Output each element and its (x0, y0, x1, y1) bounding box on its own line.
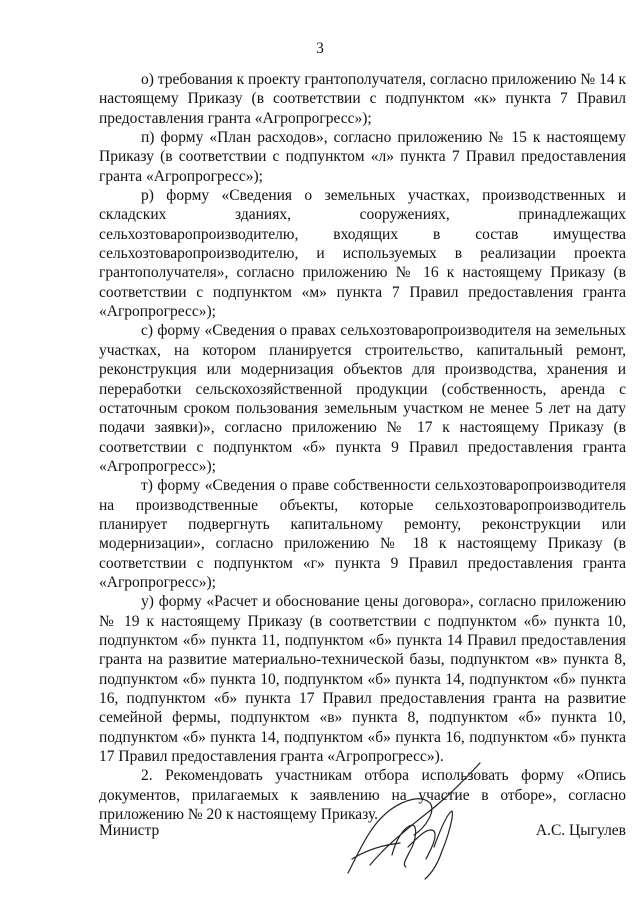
paragraph-r: р) форму «Сведения о земельных участках, производственных и складских зданиях, сооружениях, принадлежащих сельхозтоваропроизводителю, входящих в состав имущества сельхозтоваропроизводителю, и используемых в реализации проекта грантополучателя», согласно приложению № 16 к настоящему Приказу (в соответствии с подпунктом «м» пункта 7 Правил предоставления гранта «Агропрогресс»); (99, 187, 626, 321)
paragraph-o: о) требования к проекту грантополучателя, согласно приложению № 14 к настоящему Приказу (в соответствии с подпунктом «к» пункта 7 Правил предоставления гранта «Агропрогресс»); (99, 71, 626, 127)
signature-block (99, 818, 626, 842)
signatory-name: А.С. Цыгулев (535, 822, 626, 839)
paragraph-p: п) форму «План расходов», согласно приложению № 15 к настоящему Приказу (в соответствии с подпунктом «л» пункта 7 Правил предоставления гранта «Агропрогресс»); (99, 129, 626, 185)
paragraph-2: 2. Рекомендовать участникам отбора использовать форму «Опись документов, прилагаемых к заявлению на участие в отборе», согласно приложению № 20 к настоящему Приказу. (99, 767, 626, 824)
paragraph-u: у) форму «Расчет и обоснование цены договора», согласно приложению № 19 к настоящему Приказу (в соответствии с подпунктом «б» пункта 10, подпунктом «б» пункта 11, подпунктом «б» пункта 14 Правил предоставления гранта на развитие материально-технической базы, подпунктом «в» пункта 8, подпунктом «б» пункта 10, подпунктом «б» пункта 14, подпунктом «б» пункта 16, подпунктом «б» пункта 17 Правил предоставления гранта на развитие семейной фермы, подпунктом «в» пункта 8, подпунктом «б» пункта 10, подпунктом «б» пункта 14, подпунктом «б» пункта 16, подпунктом «б» пункта 17 Правил предоставления гранта «Агропрогресс»). (99, 593, 626, 766)
document-body (99, 70, 626, 824)
paragraph-s: с) форму «Сведения о правах сельхозтоваропроизводителя на земельных участках, на котором планируется строительство, капитальный ремонт, реконструкция или модернизация объектов для производства, хранения и переработки сельскохозяйственной продукции (собственность, аренда с остаточным сроком пользования земельным участком не менее 5 лет на дату подачи заявки)», согласно приложению № 17 к настоящему Приказу (в соответствии с подпунктом «б» пункта 9 Правил предоставления гранта «Агропрогресс»); (99, 322, 626, 475)
page-number: 3 (316, 40, 324, 57)
signatory-title: Министр (99, 822, 160, 839)
paragraph-t: т) форму «Сведения о праве собственности сельхозтоваропроизводителя на производственные объекты, которые сельхозтоваропроизводитель планирует подвергнуть капитальному ремонту, реконструкции или модернизации», согласно приложению № 18 к настоящему Приказу (в соответствии с подпунктом «г» пункта 9 Правил предоставления гранта «Агропрогресс»); (99, 477, 626, 591)
